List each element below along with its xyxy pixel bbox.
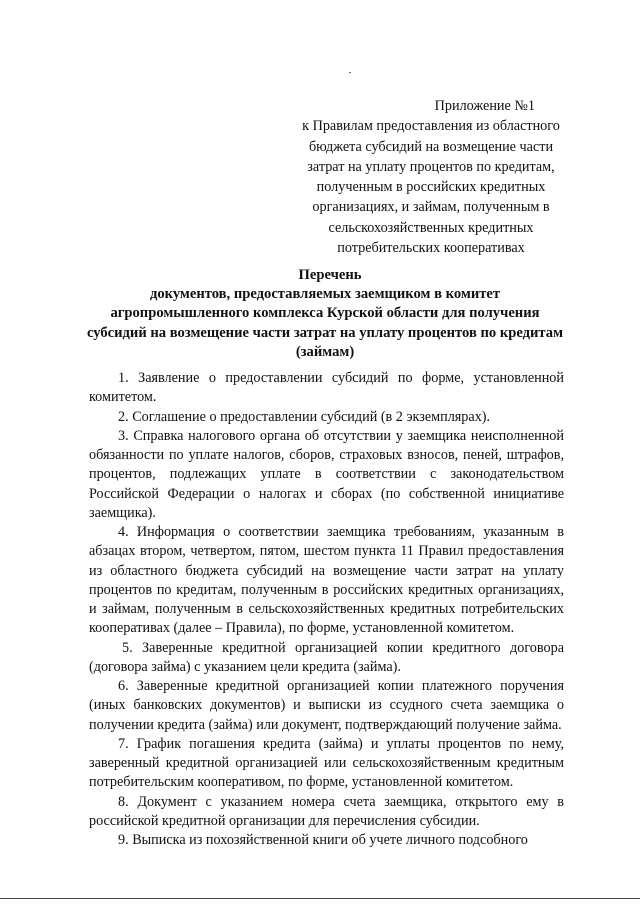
list-item: 2. Соглашение о предоставлении субсидий (в 2 экземплярах). [118,408,491,425]
scan-speck [349,72,351,73]
appendix-line: затрат на уплату процентов по кредитам, [307,158,555,175]
list-item: 8. Документ с указанием номера счета заемщика, открытого ему в российской кредитной организации для перечисления субсидии. [89,793,564,829]
appendix-line: бюджета субсидий на возмещение части [308,138,554,155]
list-item: 3. Справка налогового органа об отсутствии у заемщика неисполненной обязанности по уплате налогов, сборов, страховых взносов, пеней, штрафов, процентов, подлежащих уплате в соответствии с законодательством Российской Федерации о налогах и сборах (по собственной инициативе заемщика). [89,427,564,521]
appendix-line: организациях, и займам, полученным в [312,199,550,216]
list-item: 9. Выписка из похозяйственной книги об учете личного подсобного [118,832,528,848]
list-item: 5. Заверенные кредитной организацией копии кредитного договора (договора займа) с указанием цели кредита (займа). [89,639,564,675]
title-subtitle: документов, предоставляемых заемщиком в комитет агропромышленного комплекса Курской области для получения субсидий на возмещение части затрат на уплату процентов по кредитам (займам) [86,286,564,360]
appendix-block [285,96,577,258]
appendix-line: полученным в российских кредитных [316,179,546,196]
list-item: 4. Информация о соответствии заемщика требованиям, указанным в абзацах втором, четвертом, пятом, шестом пункта 11 Правил предоставления из областного бюджета субсидий на возмещение части затрат на уплату процентов по кредитам, полученным в российских кредитных организациях, и займам, полученным в сельскохозяйственных кредитных потребительских кооперативах (далее – Правила), по форме, установленной комитетом. [89,524,564,637]
document-title [80,266,570,362]
list-item: 6. Заверенные кредитной организацией копии платежного поручения (иных банковских документов) и выписки из ссудного счета заемщика о получении кредита (займа) или документ, подтверждающий получение займа. [89,678,564,733]
document-list [89,369,564,850]
appendix-line: потребительских кооперативах [337,240,525,257]
list-item: 1. Заявление о предоставлении субсидий по форме, установленной комитетом. [89,370,564,406]
appendix-line: к Правилам предоставления из областного [302,118,560,135]
page-bottom-edge [0,898,640,899]
appendix-number: Приложение №1 [434,98,535,114]
appendix-line: сельскохозяйственных кредитных [328,219,534,236]
list-item: 7. График погашения кредита (займа) и уплаты процентов по нему, заверенный кредитной организацией или сельскохозяйственным кредитным потребительским кооперативом, по форме, установленной комитетом. [89,735,564,791]
title-heading: Перечень [298,267,362,283]
